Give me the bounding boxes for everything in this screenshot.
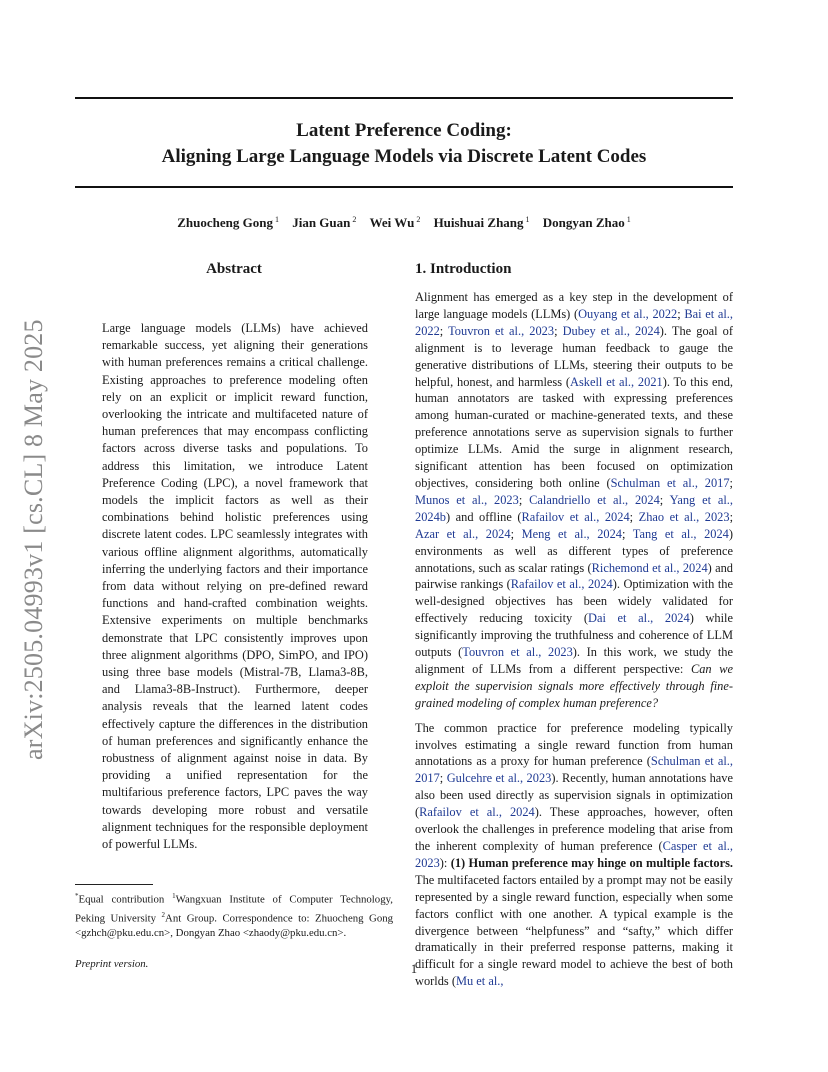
author xyxy=(370,215,421,230)
text-run: ). Optimization with the well-designed objectives has been widely validated for effectively reducing toxicity ( xyxy=(415,577,733,626)
text-run: Alignment has emerged as a key step in the development of large language models (LLMs) ( xyxy=(415,290,733,321)
text-run: ; xyxy=(659,492,670,507)
text-run: ). To this end, human annotators are tasked with expressing preferences among human-curated or machine-generated texts, and these preference annotations serve as supervision signals to further optimize LLMs. Amid the surge in alignment research, significant attention has been focused on optimization objectives, considering both online ( xyxy=(415,374,733,490)
title-rule-bottom xyxy=(75,186,733,188)
citation-link[interactable]: Casper et al., 2023 xyxy=(415,839,733,870)
author-name: Wei Wu xyxy=(369,215,415,231)
text-run: ; xyxy=(677,306,685,321)
text-run: ) and pairwise rankings ( xyxy=(415,560,733,592)
citation-link[interactable]: Bai et al., 2022 xyxy=(415,306,733,338)
citation-link[interactable]: Yang et al., 2024b xyxy=(415,492,733,524)
footnote xyxy=(75,889,393,941)
footnote-mark: * xyxy=(75,892,79,900)
affiliation-mark: 2 xyxy=(161,910,166,919)
author-name: Zhuocheng Gong xyxy=(177,215,273,231)
emphasis-text: Can we exploit the supervision signals more effectively through fine-grained modeling of complex human preference? xyxy=(415,661,733,710)
text-run: ). The goal of alignment is to leverage human feedback to gauge the generative distributions of LLMs, steering their outputs to be helpful, honest, and harmless ( xyxy=(415,323,733,389)
correspondence: Correspondence to: Zhuocheng Gong <gzhch@pku.edu.cn>, Dongyan Zhao <zhaody@pku.edu.cn>. xyxy=(75,912,394,940)
text-run: The multifaceted factors entailed by a prompt may not be easily represented by a single reward function, especially when some factors conflict with one another. A typical example is the divergence between “helpfuness” and “safty,” which differ dramatically in their preferred response patterns, making it difficult for a single reward model to achieve the best of both worlds ( xyxy=(415,872,733,989)
text-run: ) environments as well as different types of preference annotations, such as scalar ratings ( xyxy=(415,526,733,575)
page-number: 1 xyxy=(410,962,418,976)
text-run: ). These approaches, however, often overlook the challenges in preference modeling that arise from the inherent complexity of human preference ( xyxy=(415,805,733,853)
citation-link[interactable]: Meng et al., 2024 xyxy=(521,526,622,541)
emphasis-text: (1) Human preference may hinge on multiple factors. xyxy=(450,855,733,870)
text-run: ). In this work, we study the alignment of LLMs from a different perspective: xyxy=(415,645,733,676)
text-run: ) and offline ( xyxy=(445,509,522,524)
affiliation-mark: 1 xyxy=(172,892,176,900)
footnote-rule xyxy=(75,884,153,885)
author-affiliation-mark: 1 xyxy=(274,215,279,224)
equal-contribution: Equal contribution xyxy=(78,893,165,906)
citation-link[interactable]: Calandriello et al., 2024 xyxy=(529,492,660,507)
text-run: ; xyxy=(439,771,447,786)
section-heading: 1. Introduction xyxy=(415,261,512,277)
citation-link[interactable]: Dai et al., 2024 xyxy=(588,611,690,626)
text-run: ): xyxy=(439,855,451,870)
paragraph-2 xyxy=(415,720,733,991)
text-run: ; xyxy=(510,526,522,541)
text-run: ; xyxy=(518,492,530,507)
citation-link[interactable]: Ouyang et al., 2022 xyxy=(578,306,678,321)
text-run: ; xyxy=(439,323,449,338)
citation-link[interactable]: Rafailov et al., 2024 xyxy=(521,509,630,524)
title-rule-top xyxy=(75,97,733,99)
author-name: Jian Guan xyxy=(292,215,351,231)
author-name: Dongyan Zhao xyxy=(542,215,625,231)
author-affiliation-mark: 1 xyxy=(626,215,631,224)
text-run: ; xyxy=(729,475,733,490)
author xyxy=(543,215,631,230)
citation-link[interactable]: Askell et al., 2021 xyxy=(570,374,663,389)
author-affiliation-mark: 1 xyxy=(525,215,530,224)
abstract-heading: Abstract xyxy=(206,261,262,277)
citation-link[interactable]: Rafailov et al., 2024 xyxy=(419,805,535,820)
text-run: ; xyxy=(622,526,633,541)
citation-link[interactable]: Touvron et al., 2023 xyxy=(448,323,555,338)
citation-link[interactable]: Dubey et al., 2024 xyxy=(562,323,660,338)
paper-title xyxy=(75,118,733,170)
text-run: ; xyxy=(629,509,639,524)
text-run: ; xyxy=(554,323,563,338)
citation-link[interactable]: Gulcehre et al., 2023 xyxy=(446,771,552,786)
title-line-2: Aligning Large Language Models via Discrete Latent Codes xyxy=(161,146,647,167)
citation-link[interactable]: Mu et al., xyxy=(455,974,504,989)
citation-link[interactable]: Schulman et al., 2017 xyxy=(610,475,730,490)
section-body xyxy=(415,289,733,998)
text-run: ). Recently, human annotations have also been used directly as supervision signals in optimization ( xyxy=(415,771,733,820)
author-affiliation-mark: 2 xyxy=(416,215,421,224)
citation-link[interactable]: Schulman et al., 2017 xyxy=(415,754,733,786)
citation-link[interactable]: Touvron et al., 2023 xyxy=(462,645,573,660)
preprint-note: Preprint version. xyxy=(75,958,149,970)
arxiv-stamp: arXiv:2505.04993v1 [cs.CL] 8 May 2025 xyxy=(19,319,48,760)
text-run: ; xyxy=(729,509,734,524)
affiliation-1: Wangxuan Institute of Computer Technology, Peking University xyxy=(75,893,393,925)
citation-link[interactable]: Richemond et al., 2024 xyxy=(591,560,708,575)
paragraph-1 xyxy=(415,289,733,712)
citation-link[interactable]: Rafailov et al., 2024 xyxy=(510,577,613,592)
author-name: Huishuai Zhang xyxy=(433,215,524,231)
abstract-text: Large language models (LLMs) have achieved remarkable success, yet aligning their generations with human preferences remains a critical challenge. Existing approaches to preference modeling often rely on an explicit or implicit reward function, overlooking the intricate and multifaceted nature of human preferences that may encompass conflicting factors across diverse tasks and populations. To address this limitation, we introduce Latent Preference Coding (LPC), a novel framework that models the implicit factors as well as their combinations behind holistic preferences using discrete latent codes. LPC seamlessly integrates with various offline alignment algorithms, automatically inferring the underlying factors and their importance from data without relying on pre-defined reward functions and hand-crafted combination weights. Extensive experiments on multiple benchmarks demonstrate that LPC consistently improves upon three alignment algorithms (DPO, SimPO, and IPO) using three base models (Mistral-7B, Llama3-8B, and Llama3-8B-Instruct). Furthermore, deeper analysis reveals that the learned latent codes effectively capture the differences in the distribution of human preferences and significantly enhance the robustness of alignment against noise in data. By providing a unified representation for the multifarious preference factors, LPC paves the way towards developing more robust and versatile alignment techniques for the responsible deployment of powerful LLMs. xyxy=(102,321,368,852)
citation-link[interactable]: Tang et al., 2024 xyxy=(632,526,729,541)
author xyxy=(177,215,279,230)
author xyxy=(434,215,530,230)
citation-link[interactable]: Munos et al., 2023 xyxy=(415,492,519,507)
citation-link[interactable]: Zhao et al., 2023 xyxy=(638,509,730,524)
citation-link[interactable]: Azar et al., 2024 xyxy=(415,526,511,541)
author-affiliation-mark: 2 xyxy=(352,215,357,224)
affiliation-2: Ant Group. xyxy=(165,912,217,925)
author xyxy=(292,215,356,230)
title-line-1: Latent Preference Coding: xyxy=(296,120,512,141)
text-run: ) while significantly improving the truthfulness and coherence of LLM outputs ( xyxy=(415,611,733,660)
text-run: The common practice for preference modeling typically involves estimating a single reward function from human annotations as a proxy for human preference ( xyxy=(415,720,733,769)
author-list xyxy=(75,215,733,231)
